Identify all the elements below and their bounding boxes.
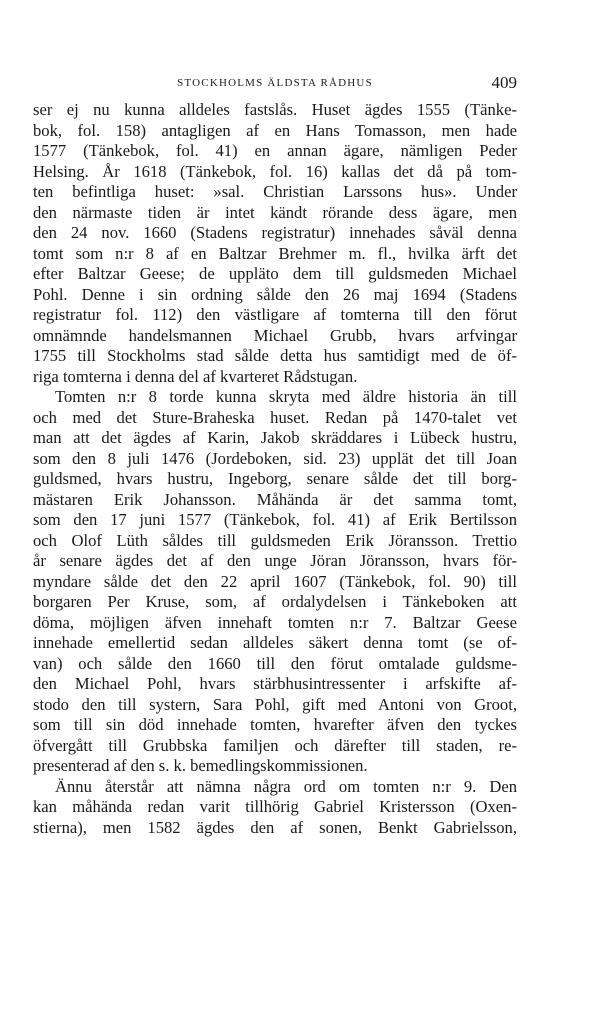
text-line: den närmaste tiden är intet kändt rörande dess ägare, men xyxy=(33,202,517,222)
text-line: mästaren Erik Johansson. Måhända är det samma tomt, xyxy=(33,489,517,509)
text-line: 1755 till Stockholms stad sålde detta hus samtidigt med de öf- xyxy=(33,346,517,365)
text-line: van) och sålde den 1660 till den förut omtalade guldsme- xyxy=(33,653,517,673)
text-line: ser ej nu kunna alldeles fastslås. Huset ägdes 1555 (Tänke- xyxy=(33,100,517,119)
text-line: Helsing. År 1618 (Tänkebok, fol. 16) kallas det då på tom- xyxy=(33,161,517,181)
running-head xyxy=(33,75,517,95)
text-line: guldsmed, hvars hustru, Ingeborg, senare sålde det till borg- xyxy=(33,469,517,488)
text-line: döma, möjligen äfven innehaft tomten n:r 7. Baltzar Geese xyxy=(33,612,517,632)
page-number: 409 xyxy=(491,73,517,92)
running-title: STOCKHOLMS ÄLDSTA RÅDHUS xyxy=(177,77,373,89)
text-line: 1577 (Tänkebok, fol. 41) en annan ägare, nämligen Peder xyxy=(33,141,517,160)
text-line: och Olof Lüth såldes till guldsmeden Erik Jöransson. Trettio xyxy=(33,530,517,550)
text-line: stodo den till systern, Sara Pohl, gift med Antoni von Groot, xyxy=(33,694,517,714)
text-line: som till sin död innehade tomten, hvarefter äfven den tyckes xyxy=(33,715,517,734)
text-line: den 24 nov. 1660 (Stadens registratur) innehades såväl denna xyxy=(33,223,517,242)
paragraph-start-line: Tomten n:r 8 torde kunna skryta med äldre historia än till xyxy=(55,387,517,406)
text-line: ten befintliga huset: »sal. Christian Larssons hus». Under xyxy=(33,182,517,201)
text-line: bok, fol. 158) antagligen af en Hans Tomasson, men hade xyxy=(33,120,517,140)
text-line: borgaren Per Kruse, som, af ordalydelsen i Tänkeboken att xyxy=(33,592,517,611)
body-text xyxy=(33,100,517,838)
text-line: den Michael Pohl, hvars stärbhusintressenter i arfskifte af- xyxy=(33,674,517,693)
paragraph-start-line: Ännu återstår att nämna några ord om tomten n:r 9. Den xyxy=(55,776,517,796)
text-line: som den 17 juni 1577 (Tänkebok, fol. 41) af Erik Bertilsson xyxy=(33,510,517,529)
text-line: Pohl. Denne i sin ordning sålde den 26 maj 1694 (Stadens xyxy=(33,284,517,304)
text-line: öfvergått till Grubbska familjen och därefter till staden, re- xyxy=(33,735,517,755)
text-line: som den 8 juli 1476 (Jordeboken, sid. 23) upplät det till Joan xyxy=(33,448,517,468)
text-line: innehade emellertid sedan alldeles säkert denna tomt (se of- xyxy=(33,633,517,652)
text-line: registratur fol. 112) den västligare af tomterna till den förut xyxy=(33,305,517,324)
text-line: stierna), men 1582 ägdes den af sonen, Benkt Gabrielsson, xyxy=(33,817,517,837)
text-line: man att det ägdes af Karin, Jakob skräddares i Lübeck hustru, xyxy=(33,428,517,447)
paragraph-end-line: riga tomterna i denna del af kvarteret Rådstugan. xyxy=(33,366,358,386)
text-line: kan måhända redan varit tillhörig Gabriel Kristersson (Oxen- xyxy=(33,797,517,816)
text-line: myndare sålde det den 22 april 1607 (Tänkebok, fol. 90) till xyxy=(33,571,517,591)
paragraph-end-line: presenterad af den s. k. bemedlingskommissionen. xyxy=(33,756,368,775)
text-line: år senare ägdes det af den unge Jöran Jöransson, hvars för- xyxy=(33,551,517,570)
text-line: och med det Sture-Braheska huset. Redan på 1470-talet vet xyxy=(33,407,517,427)
text-line: omnämnde handelsmannen Michael Grubb, hvars arfvingar xyxy=(33,325,517,345)
text-line: efter Baltzar Geese; de uppläto dem till guldsmeden Michael xyxy=(33,264,517,283)
text-line: tomt som n:r 8 af en Baltzar Brehmer m. fl., hvilka ärft det xyxy=(33,243,517,263)
